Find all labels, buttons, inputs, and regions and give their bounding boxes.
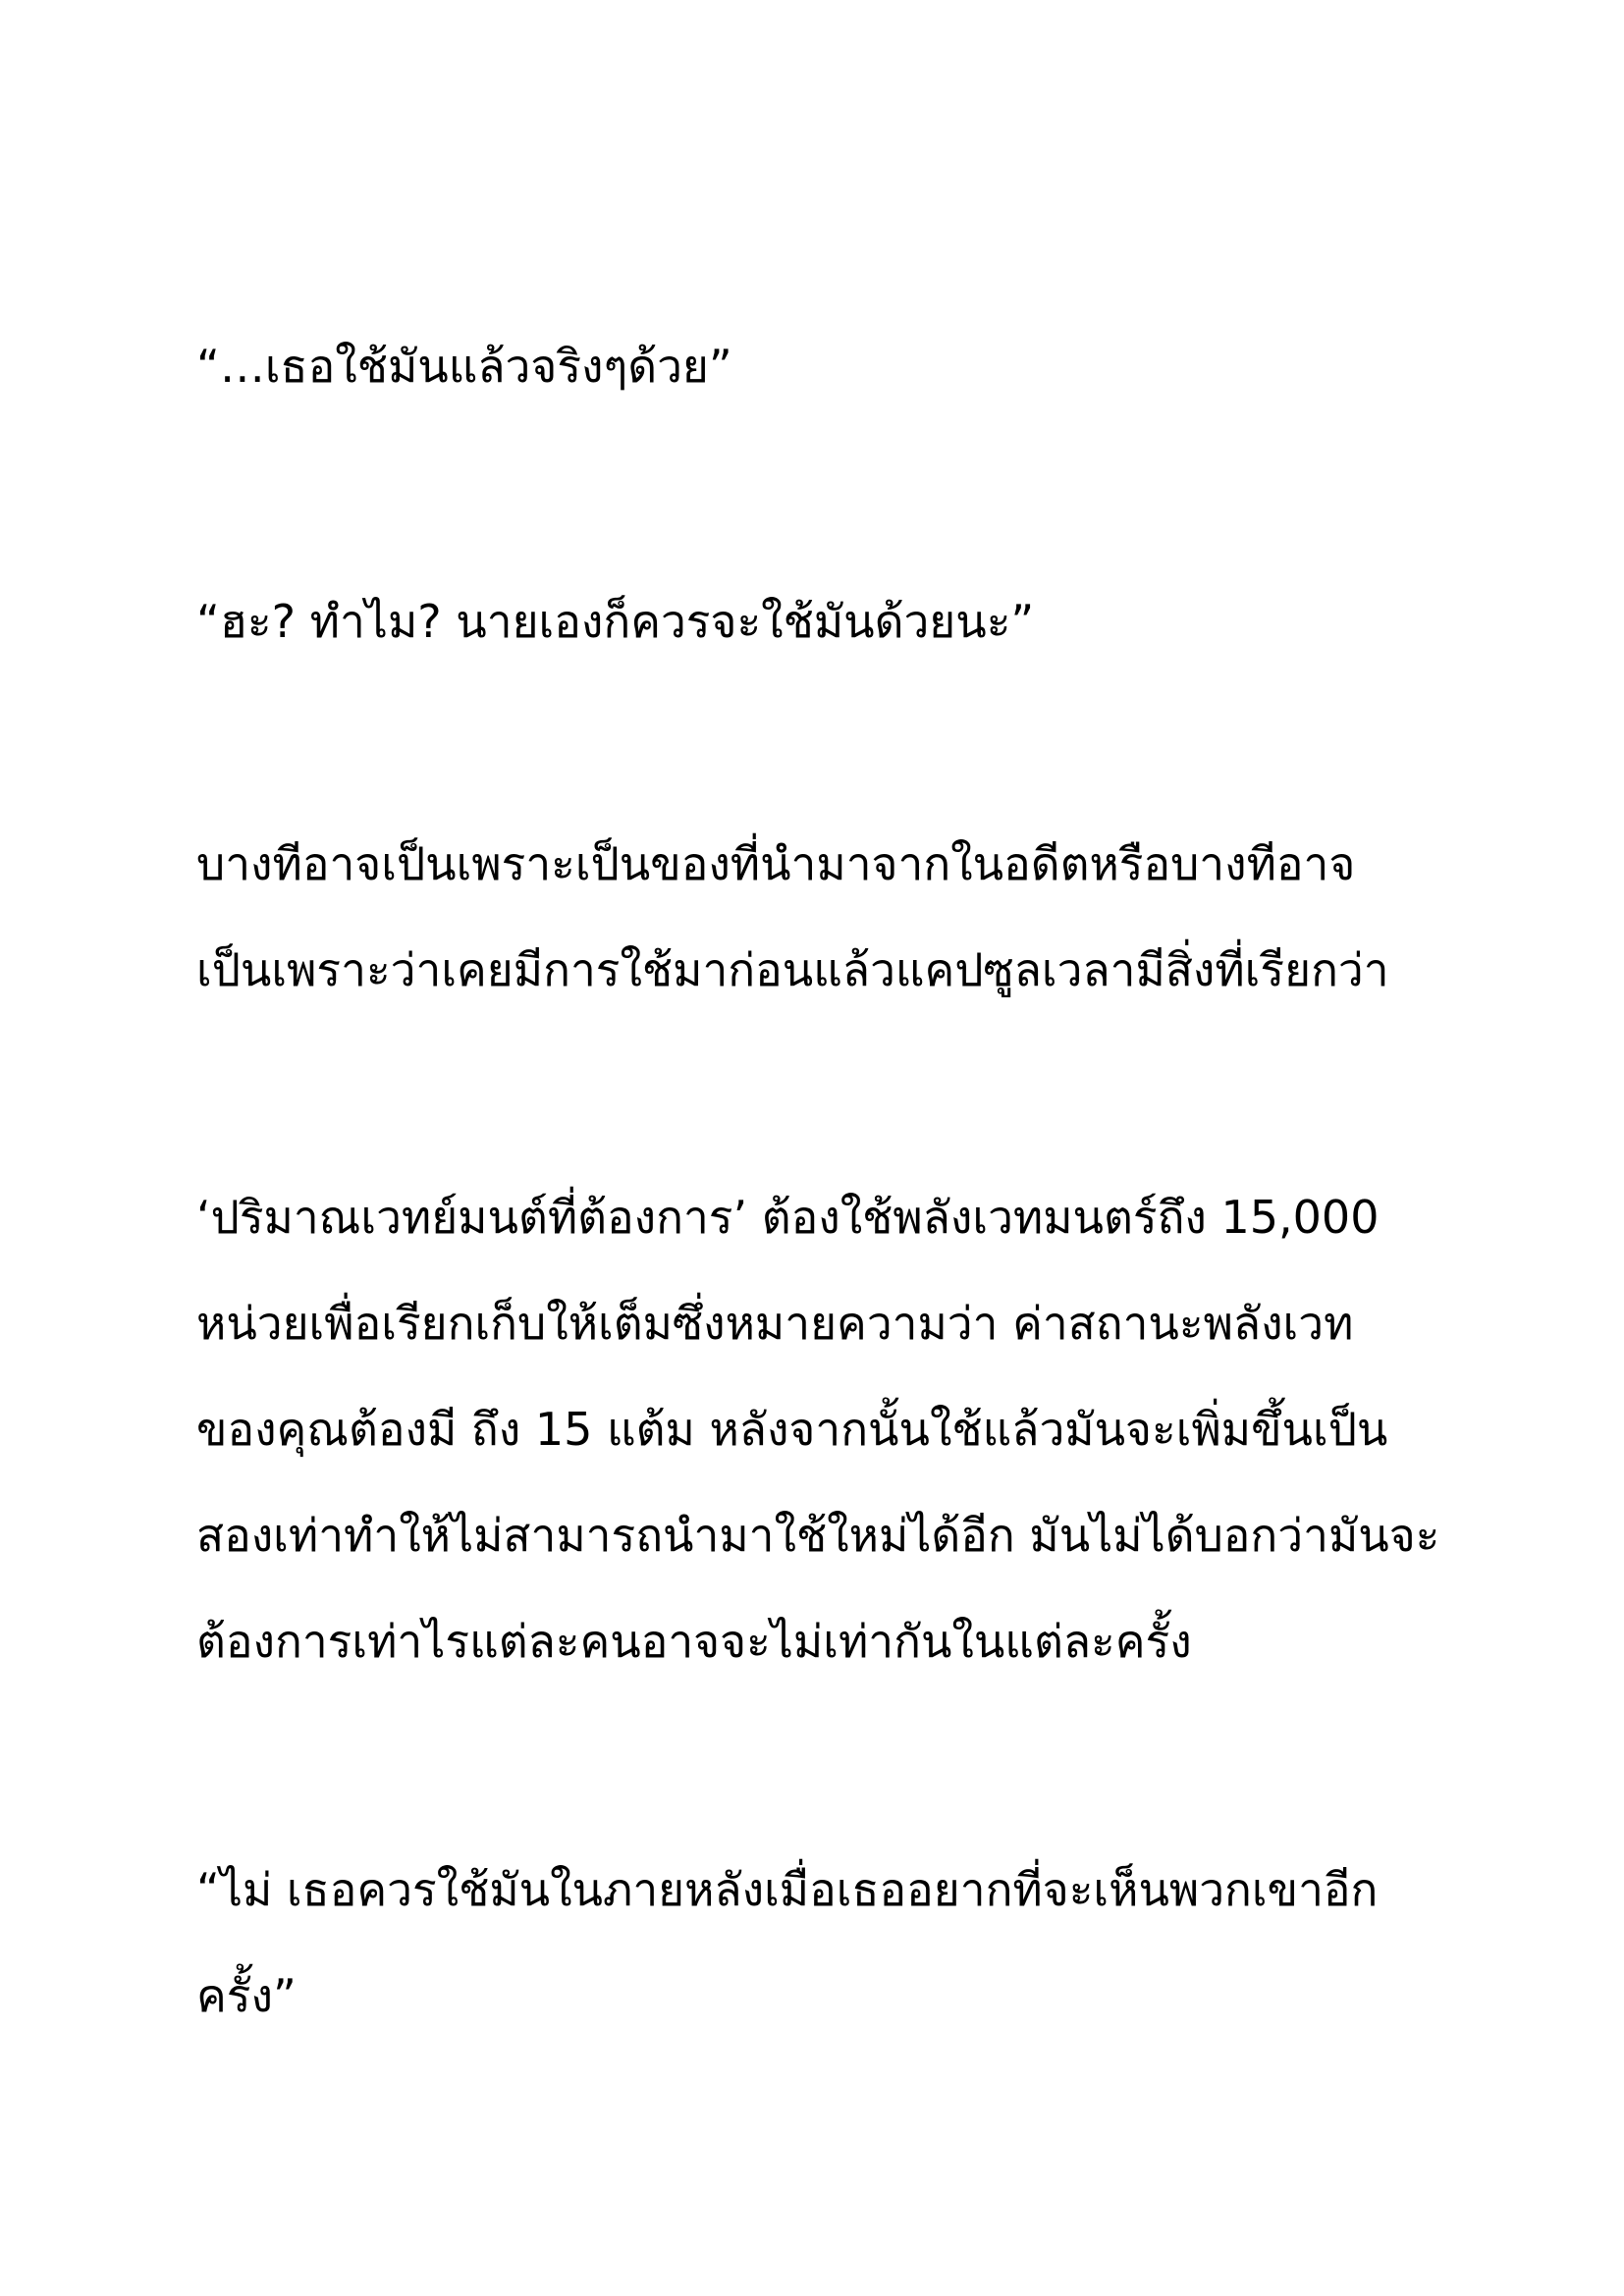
text-line: ของคุณต้องมี ถึง 15 แต้ม หลังจากนั้นใช้แล้วมันจะเพิ่มขึ้นเป็น xyxy=(196,1403,1388,1456)
text-line: “ฮะ? ทำไม? นายเองก็ควรจะใช้มันด้วยนะ” xyxy=(196,595,1035,648)
text-line: “ไม่ เธอควรใช้มันในภายหลังเมื่อเธออยากที่จะเห็นพวกเขาอีก xyxy=(196,1863,1379,1916)
text-line: บางทีอาจเป็นเพราะเป็นของที่นำมาจากในอดีตหรือบางทีอาจ xyxy=(196,837,1356,890)
text-line: หน่วยเพื่อเรียกเก็บให้เต็มซึ่งหมายความว่า ค่าสถานะพลังเวท xyxy=(196,1297,1354,1350)
text-line: สองเท่าทำให้ไม่สามารถนำมาใช้ใหม่ได้อีก มันไม่ได้บอกว่ามันจะ xyxy=(196,1509,1440,1562)
text-line: เป็นเพราะว่าเคยมีการใช้มาก่อนแล้วแคปซูลเวลามีสิ่งที่เรียกว่า xyxy=(196,943,1389,996)
text-line: “…เธอใช้มันแล้วจริงๆด้วย” xyxy=(196,340,732,393)
text-line: ครั้ง” xyxy=(196,1969,297,2022)
text-line: ต้องการเท่าไรแต่ละคนอาจจะไม่เท่ากันในแต่ละครั้ง xyxy=(196,1615,1192,1668)
text-line: ‘ปริมาณเวทย์มนต์ที่ต้องการ’ ต้องใช้พลังเวทมนตร์ถึง 15,000 xyxy=(196,1191,1380,1244)
